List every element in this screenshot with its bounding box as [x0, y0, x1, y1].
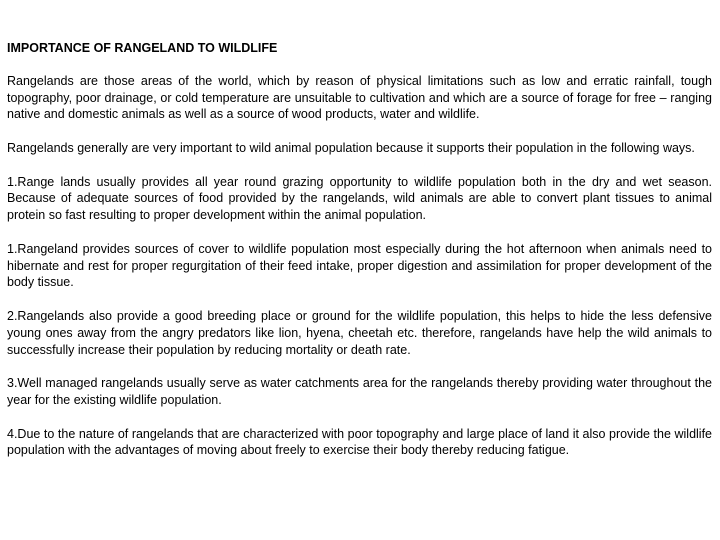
paragraph-intro: Rangelands generally are very important to wild animal population because it supports their population in the following ways. [7, 140, 695, 155]
paragraph-water: 3.Well managed rangelands usually serve as water catchments area for the rangelands thereby providing water throughout the year for the existing wildlife population. [7, 376, 712, 407]
paragraph-breeding: 2.Rangelands also provide a good breeding place or ground for the wildlife population, this helps to hide the less defensive young ones away from the angry predators like lion, hyena, cheetah etc. therefore, rangelands have help the wild animals to successfully increase their population by reducing mortality or death rate. [7, 308, 712, 357]
paragraph-cover: 1.Rangeland provides sources of cover to wildlife population most especially during the hot afternoon when animals need to hibernate and rest for proper regurgitation of their feed intake, proper digestion and assimilation for proper development of the body tissue. [7, 241, 712, 290]
paragraph-grazing: 1.Range lands usually provides all year round grazing opportunity to wildlife population both in the dry and wet season. Because of adequate sources of food provided by the rangelands, wild animals are able to convert plant tissues to animal protein so fast resulting to proper development within the animal population. [7, 174, 712, 223]
paragraph-definition: Rangelands are those areas of the world, which by reason of physical limitations such as low and erratic rainfall, tough topography, poor drainage, or cold temperature are unsuitable to cultivation and which are a source of forage for free – ranging native and domestic animals as well as a source of wood products, water and wildlife. [7, 73, 712, 122]
document-body [7, 40, 712, 476]
paragraph-movement: 4.Due to the nature of rangelands that are characterized with poor topography and large place of land it also provide the wildlife population with the advantages of moving about freely to exercise their body thereby reducing fatigue. [7, 426, 712, 458]
page-title: IMPORTANCE OF RANGELAND TO WILDLIFE [7, 41, 278, 55]
